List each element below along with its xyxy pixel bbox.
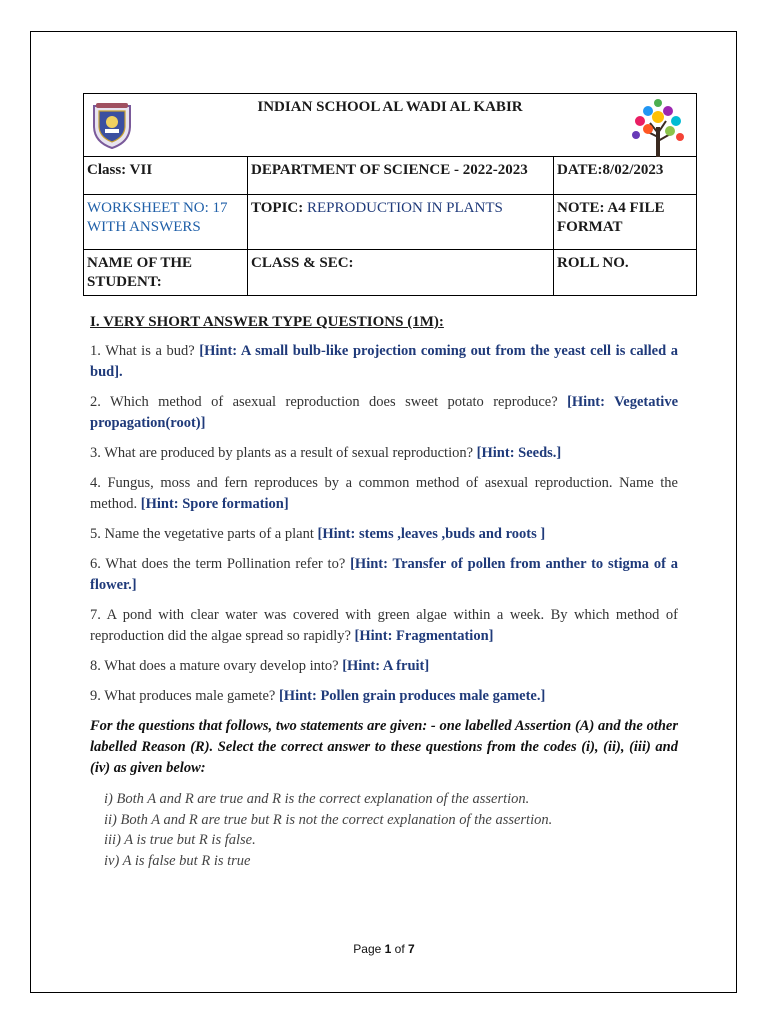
school-header-cell xyxy=(84,94,697,157)
date-cell: DATE:8/02/2023 xyxy=(554,157,697,195)
page-footer xyxy=(0,942,768,956)
section-title: I. VERY SHORT ANSWER TYPE QUESTIONS (1M): xyxy=(90,314,444,330)
question-item xyxy=(90,473,678,515)
question-hint: [Hint: Spore formation] xyxy=(140,496,289,512)
worksheet-row xyxy=(84,195,697,250)
question-text: 3. What are produced by plants as a result of sexual reproduction? xyxy=(90,445,477,461)
question-text: 9. What produces male gamete? xyxy=(90,688,279,704)
topic-cell xyxy=(248,195,554,250)
option-item: ii) Both A and R are true but R is not the correct explanation of the assertion. xyxy=(104,811,553,828)
question-text: 5. Name the vegetative parts of a plant xyxy=(90,526,318,542)
question-hint: [Hint: Fragmentation] xyxy=(354,628,494,644)
question-item xyxy=(90,443,678,464)
question-item xyxy=(90,341,678,383)
topic-label: TOPIC: xyxy=(251,200,307,216)
worksheet-content xyxy=(90,312,678,871)
question-hint: [Hint: Transfer of pollen from anther to stigma of a flower.] xyxy=(90,556,679,593)
question-hint: [Hint: Pollen grain produces male gamete.] xyxy=(278,688,546,704)
question-hint: [Hint: Seeds.] xyxy=(476,445,562,461)
question-item xyxy=(90,554,678,596)
worksheet-cell: WORKSHEET NO: 17 WITH ANSWERS xyxy=(84,195,248,250)
school-crest-icon xyxy=(90,102,134,150)
question-text: 6. What does the term Pollination refer to? xyxy=(90,556,351,572)
school-row xyxy=(84,94,697,157)
question-text: 7. A pond with clear water was covered with green algae within a week. By which method of reproduction did the algae spread so rapidly? xyxy=(90,607,678,644)
page-word: Page xyxy=(353,942,385,956)
note-cell: NOTE: A4 FILE FORMAT xyxy=(554,195,697,250)
class-sec-cell: CLASS & SEC: xyxy=(248,250,554,296)
of-word: of xyxy=(391,942,409,956)
question-text: 1. What is a bud? xyxy=(90,343,200,359)
option-item: i) Both A and R are true and R is the correct explanation of the assertion. xyxy=(104,791,530,807)
question-hint: [Hint: A small bulb-like projection coming out from the yeast cell is called a bud]. xyxy=(90,343,679,380)
class-row xyxy=(84,157,697,195)
option-item: iv) A is false but R is true xyxy=(104,852,251,869)
question-hint: [Hint: Vegetative propagation(root)] xyxy=(90,394,679,431)
tree-logo-icon xyxy=(628,97,686,157)
page-number: 1 xyxy=(384,942,392,956)
question-text: 2. Which method of asexual reproduction does sweet potato reproduce? xyxy=(90,394,568,410)
student-row xyxy=(84,250,697,296)
question-item xyxy=(90,392,678,434)
roll-no-cell: ROLL NO. xyxy=(554,250,697,296)
question-item xyxy=(90,605,678,647)
question-text: 8. What does a mature ovary develop into? xyxy=(90,658,343,674)
question-hint: [Hint: stems ,leaves ,buds and roots ] xyxy=(317,526,546,542)
question-item xyxy=(90,686,678,707)
topic-value: REPRODUCTION IN PLANTS xyxy=(306,200,503,216)
page-total: 7 xyxy=(408,942,415,956)
question-item xyxy=(90,524,678,545)
assertion-instructions: For the questions that follows, two statements are given: - one labelled Assertion (A) and the other labelled Reason (R). Select the correct answer to these questions from the codes (i), (ii), (iii) and (iv) as given below: xyxy=(90,718,678,776)
question-hint: [Hint: A fruit] xyxy=(342,658,430,674)
student-name-cell: NAME OF THE STUDENT: xyxy=(84,250,248,296)
school-name: INDIAN SCHOOL AL WADI AL KABIR xyxy=(257,99,523,115)
class-cell: Class: VII xyxy=(84,157,248,195)
question-text: 4. Fungus, moss and fern reproduces by a common method of asexual reproduction. Name the method. xyxy=(90,475,678,512)
header-table xyxy=(83,93,697,296)
department-cell: DEPARTMENT OF SCIENCE - 2022-2023 xyxy=(248,157,554,195)
question-item xyxy=(90,656,678,677)
answer-options xyxy=(104,789,678,871)
option-item: iii) A is true but R is false. xyxy=(104,832,256,848)
